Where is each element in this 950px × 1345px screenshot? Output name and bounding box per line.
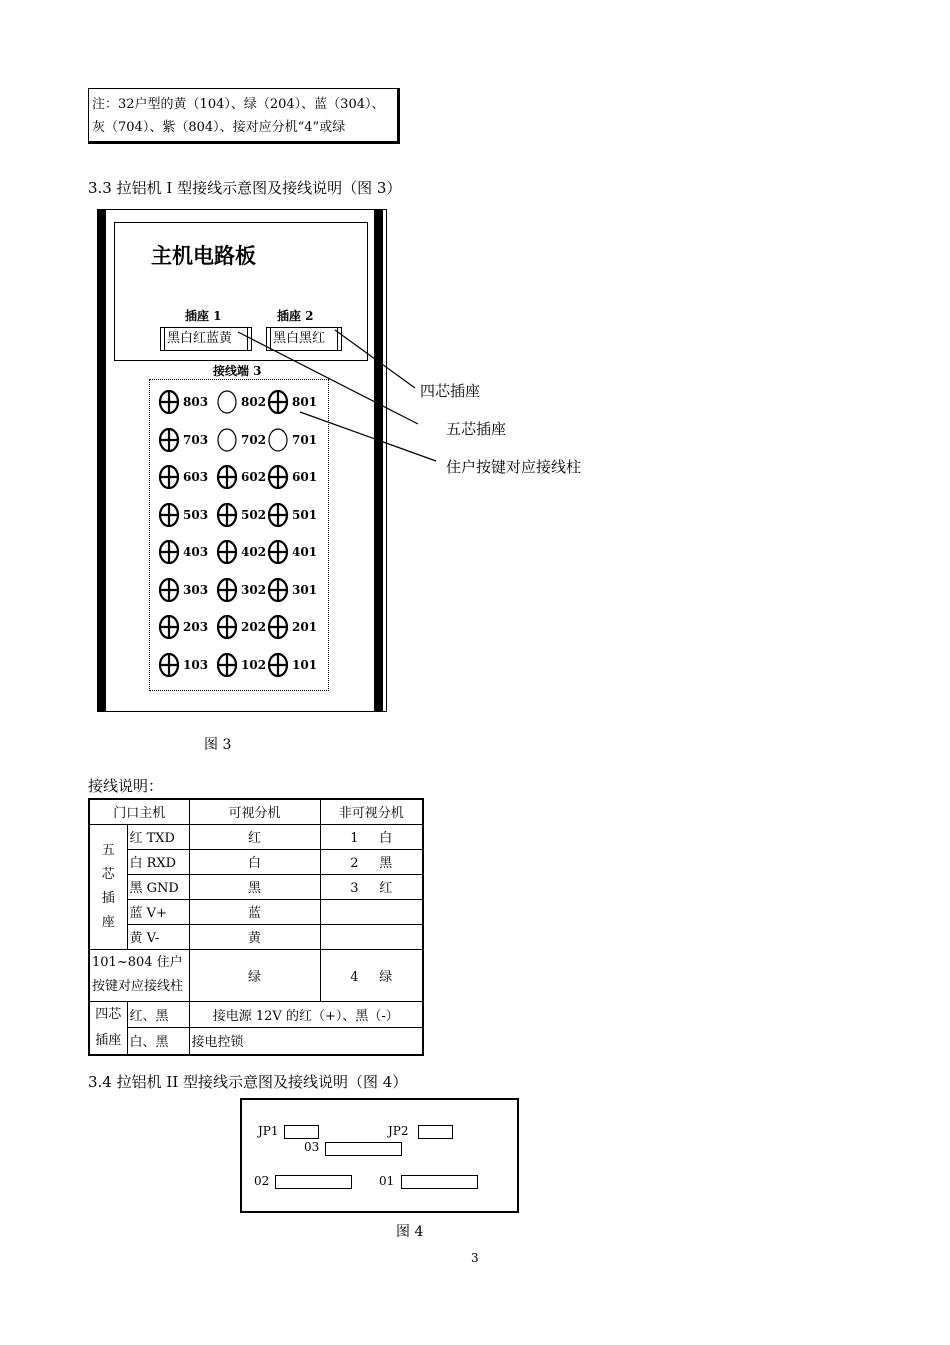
terminal-3-title: 接线端 3 xyxy=(213,364,262,378)
four-core-label: 四芯插座 xyxy=(89,1001,127,1055)
note-line-2: 灰（704）、紫（804）、接对应分机“4”或绿 xyxy=(92,120,346,135)
nonvideo-num: 4 xyxy=(350,969,359,985)
c01-label: 01 xyxy=(379,1174,395,1188)
figure-4-caption: 图 4 xyxy=(396,1224,424,1240)
leader-terminal xyxy=(300,412,436,461)
wiring-title: 接线说明： xyxy=(88,777,164,795)
desc-cell: 接电源 12V 的红（+）、黑（-） xyxy=(189,1001,423,1028)
video-cell: 白 xyxy=(189,849,320,874)
board-title: 主机电路板 xyxy=(151,243,256,268)
terminal-label: 401 xyxy=(292,545,318,559)
nonvideo-cell xyxy=(320,899,423,924)
five-core-label: 五芯插座 xyxy=(89,824,127,949)
terminal-label: 603 xyxy=(183,470,209,484)
page-number: 3 xyxy=(471,1251,479,1265)
nonvideo-color: 红 xyxy=(379,881,393,896)
nonvideo-color: 白 xyxy=(379,831,393,846)
terminal-label: 501 xyxy=(292,507,318,522)
video-cell: 蓝 xyxy=(189,899,320,924)
table-row xyxy=(89,899,423,924)
c02-connector xyxy=(275,1175,352,1189)
nonvideo-num: 1 xyxy=(350,831,359,846)
video-cell: 黄 xyxy=(189,924,320,949)
terminal-label: 202 xyxy=(241,620,267,634)
callout-four-core: 四芯插座 xyxy=(420,382,481,400)
terminal-label: 602 xyxy=(241,470,267,484)
jp1-label: JP1 xyxy=(258,1124,279,1138)
nonvideo-num: 3 xyxy=(350,881,359,896)
wiring-table xyxy=(88,798,424,1056)
table-row xyxy=(89,824,423,849)
terminal-label: 303 xyxy=(183,582,209,597)
c02-label: 02 xyxy=(254,1174,270,1188)
host-cell: 黄 V- xyxy=(127,924,189,949)
host-cell: 黑 GND xyxy=(127,874,189,899)
socket-2-box: 黑白黑红 xyxy=(266,327,342,351)
table-row xyxy=(89,1001,423,1028)
nonvideo-cell xyxy=(320,924,423,949)
terminal-label: 702 xyxy=(241,432,267,447)
nonvideo-cell xyxy=(320,849,423,874)
figure-3-caption: 图 3 xyxy=(204,737,232,753)
c03-connector xyxy=(325,1142,402,1156)
jp1-connector xyxy=(284,1125,319,1139)
nonvideo-cell xyxy=(320,824,423,849)
terminal-label: 301 xyxy=(292,582,318,597)
table-row xyxy=(89,849,423,874)
terminal-label: 803 xyxy=(183,395,209,409)
terminal-label: 502 xyxy=(241,507,267,522)
terminal-label: 701 xyxy=(292,432,318,447)
note-line-1: 注：32户型的黄（104）、绿（204）、蓝（304）、 xyxy=(92,97,385,112)
c01-connector xyxy=(401,1175,478,1189)
header-video: 可视分机 xyxy=(189,799,320,824)
table-row xyxy=(89,874,423,899)
key-video-cell: 绿 xyxy=(189,949,320,1001)
c03-label: 03 xyxy=(304,1140,320,1154)
key-nonvideo-cell xyxy=(320,949,423,1001)
leader-five-core xyxy=(238,332,418,424)
terminal-label: 203 xyxy=(183,620,209,634)
terminal-label: 102 xyxy=(241,657,267,672)
jp2-connector xyxy=(418,1125,453,1139)
callout-five-core: 五芯插座 xyxy=(446,420,507,438)
terminal-label: 503 xyxy=(183,507,209,522)
host-cell: 红 TXD xyxy=(127,824,189,849)
socket-1-label: 插座 1 xyxy=(185,309,222,323)
nonvideo-num: 2 xyxy=(350,856,359,871)
nonvideo-color: 绿 xyxy=(379,969,393,985)
figure-4 xyxy=(240,1098,519,1213)
table-row xyxy=(89,924,423,949)
terminal-label: 402 xyxy=(241,545,267,559)
terminal-label: 703 xyxy=(183,432,209,447)
video-cell: 黑 xyxy=(189,874,320,899)
header-host: 门口主机 xyxy=(89,799,189,824)
nonvideo-color: 黑 xyxy=(379,856,393,871)
header-nonvideo: 非可视分机 xyxy=(320,799,423,824)
callout-terminal: 住户按键对应接线柱 xyxy=(446,458,582,476)
terminal-label: 403 xyxy=(183,545,209,559)
terminal-label: 801 xyxy=(292,395,318,409)
table-row xyxy=(89,949,423,1001)
video-cell: 红 xyxy=(189,824,320,849)
socket-1-box: 黑白红蓝黄 xyxy=(160,327,252,351)
host-cell: 蓝 V+ xyxy=(127,899,189,924)
key-host-cell: 101~804 住户按键对应接线柱 xyxy=(89,949,189,1001)
pair-cell: 红、黑 xyxy=(127,1001,189,1028)
jp2-label: JP2 xyxy=(388,1124,409,1138)
terminal-label: 302 xyxy=(241,582,267,597)
terminal-label: 103 xyxy=(183,657,209,672)
table-row xyxy=(89,1028,423,1055)
terminal-label: 601 xyxy=(292,470,318,484)
terminal-label: 201 xyxy=(292,620,318,634)
nonvideo-cell xyxy=(320,874,423,899)
host-cell: 白 RXD xyxy=(127,849,189,874)
leader-four-core xyxy=(335,330,415,388)
terminal-label: 101 xyxy=(292,657,318,672)
section-3-4-title: 3.4 拉铝机 II 型接线示意图及接线说明（图 4） xyxy=(88,1073,408,1091)
socket-2-label: 插座 2 xyxy=(277,309,314,323)
section-3-3-title: 3.3 拉铝机 I 型接线示意图及接线说明（图 3） xyxy=(88,179,402,197)
desc-cell: 接电控锁 xyxy=(189,1028,423,1055)
terminal-label: 802 xyxy=(241,395,267,409)
table-header-row xyxy=(89,799,423,824)
pair-cell: 白、黑 xyxy=(127,1028,189,1055)
